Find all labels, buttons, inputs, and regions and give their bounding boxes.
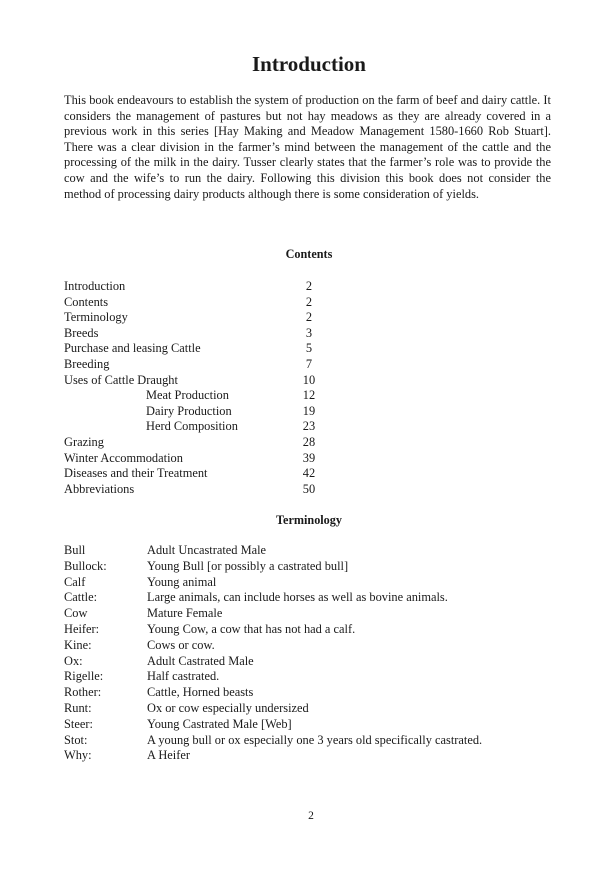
terminology-entry [64,748,534,764]
term-definition: Young Castrated Male [Web] [147,716,292,731]
toc-entry-title: Winter Accommodation [64,450,183,465]
toc-entry [64,279,324,295]
term: Why: [64,748,92,763]
terminology-entry [64,701,534,717]
toc-entry-page: 3 [305,325,313,340]
toc-entry [64,451,324,467]
terminology-list [64,543,534,764]
terminology-entry [64,638,534,654]
toc-entry [64,435,324,451]
toc-entry-title: Dairy Production [146,403,232,418]
toc-entry [64,326,324,342]
term: Bullock: [64,558,107,573]
terminology-entry [64,669,534,685]
toc-entry [64,295,324,311]
terminology-entry [64,685,534,701]
toc-entry-title: Purchase and leasing Cattle [64,341,201,356]
term: Heifer: [64,621,100,636]
toc-entry-title: Diseases and their Treatment [64,466,208,481]
toc-entry-title: Contents [64,294,109,309]
toc-entry-page: 2 [305,279,313,293]
toc-entry [64,357,324,373]
term: Rigelle: [64,669,104,684]
term: Ox: [64,653,83,668]
terminology-entry [64,575,534,591]
terminology-entry [64,622,534,638]
toc-entry-page: 19 [302,403,316,418]
term-definition: A young bull or ox especially one 3 years old specifically castrated. [147,732,483,747]
toc-entry-title: Grazing [64,434,104,449]
contents-heading: Contents [285,247,333,261]
term-definition: Adult Castrated Male [147,653,254,668]
toc-entry-title: Terminology [64,310,128,325]
toc-entry-page: 50 [302,481,316,496]
toc-entry-page: 42 [302,466,316,481]
toc-subentry [64,404,324,420]
toc-entry-page: 28 [302,434,316,449]
table-of-contents [64,279,324,497]
term-definition: Ox or cow especially undersized [147,700,309,715]
toc-entry-title: Breeds [64,325,99,340]
toc-entry-title: Herd Composition [146,419,238,434]
term-definition: Mature Female [147,606,223,621]
term: Runt: [64,700,92,715]
toc-entry [64,341,324,357]
toc-entry-page: 12 [302,388,316,403]
toc-entry-page: 39 [302,450,316,465]
toc-entry [64,373,324,389]
term: Bull [64,543,86,557]
toc-entry [64,466,324,482]
toc-entry-page: 2 [305,310,313,325]
term-definition: A Heifer [147,748,191,763]
terminology-entry [64,606,534,622]
toc-entry-page: 23 [302,419,316,434]
toc-entry-title: Meat Production [146,388,229,403]
toc-subentry [64,419,324,435]
term: Calf [64,574,86,589]
terminology-heading: Terminology [276,513,342,527]
terminology-entry [64,733,534,749]
toc-entry [64,482,324,498]
terminology-entry [64,717,534,733]
toc-entry-title: Abbreviations [64,481,135,496]
toc-entry-page: 10 [302,372,316,387]
term-definition: Young animal [147,574,217,589]
term-definition: Adult Uncastrated Male [147,543,267,557]
toc-entry-page: 7 [305,356,313,371]
terminology-entry [64,559,534,575]
toc-entry-title: Introduction [64,279,126,293]
term-definition: Half castrated. [147,669,220,684]
term: Cow [64,606,88,621]
toc-entry-page: 2 [305,294,313,309]
terminology-entry [64,654,534,670]
terminology-entry [64,590,534,606]
toc-entry-title: Breeding [64,356,110,371]
toc-subentry [64,388,324,404]
term: Stot: [64,732,88,747]
term: Steer: [64,716,93,731]
term: Kine: [64,637,92,652]
term: Cattle: [64,590,98,605]
terminology-entry [64,543,534,559]
page-title: Introduction [252,52,366,76]
toc-entry-page: 5 [305,341,313,356]
term-definition: Large animals, can include horses as well as bovine animals. [147,590,448,605]
term-definition: Young Bull [or possibly a castrated bull] [147,558,349,573]
intro-paragraph: This book endeavours to establish the system of production on the farm of beef and dairy cattle. It considers the management of pastures but not hay meadows as they are already covered in a previous work in this series [Hay Making and Meadow Management 1580-1660 Rob Stuart]. There was a clear division in the farmer’s mind between the management of the cattle and the processing of the milk in the dairy. Tusser clearly states that the farmer’s role was to provide the cow and the wife’s to run the dairy. Following this division this book does not consider the method of processing dairy products although there is some consideration of yields. [64,93,551,201]
term-definition: Cattle, Horned beasts [147,685,254,700]
toc-entry [64,310,324,326]
page-number: 2 [308,810,314,822]
term: Rother: [64,685,102,700]
term-definition: Cows or cow. [147,637,215,652]
toc-entry-title: Uses of Cattle Draught [64,372,178,387]
term-definition: Young Cow, a cow that has not had a calf. [147,621,356,636]
